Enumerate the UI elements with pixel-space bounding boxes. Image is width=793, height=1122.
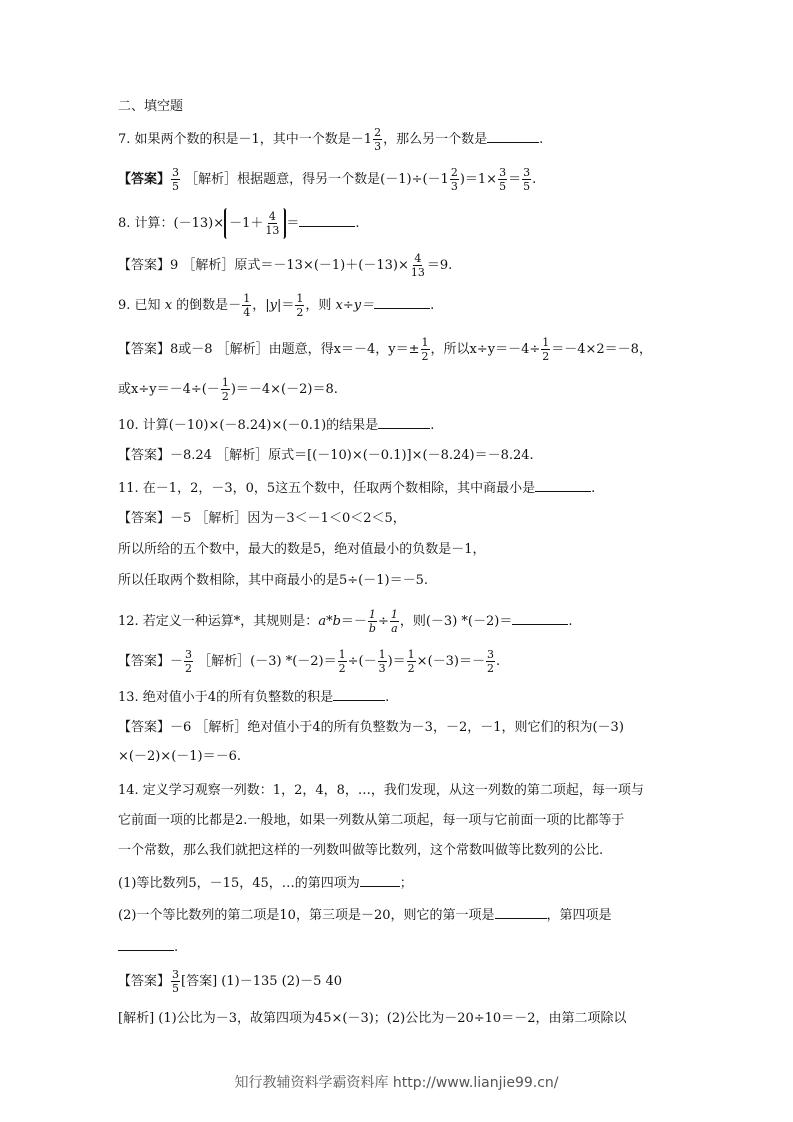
question-14-line-3: 一个常数，那么我们就把这样的一列数叫做等比数列，这个常数叫做等比数列的公比.: [118, 843, 604, 858]
question-8: 8. 计算：(－13)× －1＋ $\frac{4}{13}$ ＝ .: [118, 210, 360, 237]
question-14-part-2-blank: .: [118, 938, 178, 957]
question-11: 11. 在－1，2，－3，0，5这五个数中，任取两个数相除，其中商最小是 .: [118, 481, 596, 496]
answer-8: 【答案】9 ［解析］原式＝－13×(－1)＋(－13)× $\frac{4}{13}$ ＝9.: [118, 252, 453, 279]
answer-14: 【答案】 $\frac{3}{5}$ [答案] (1)－135 (2)－5 40: [118, 968, 343, 995]
answer-12: 【答案】－ $\frac{3}{2}$ ［解析］(－3) *(－2)＝ $\frac{1}{2}$ ÷(－ $\frac{1}{3}$ )＝ $\frac{1}{2}$ ×(－3)＝－ $\frac{3}{2}$ .: [118, 648, 501, 675]
answer-10: 【答案】－8.24 ［解析］原式＝[(－10)×(－0.1)]×(－8.24)＝－8.24.: [118, 448, 534, 463]
question-14-line-2: 它前面一项的比都是2.一般地，如果一列数从第二项起，每一项与它前面一项的比都等于: [118, 813, 625, 828]
answer-9-line-2: 或x÷y＝－4÷(－ $\frac{1}{2}$ )＝－4×(－2)＝8.: [118, 376, 338, 403]
answer-11-line-2: 所以所给的五个数中，最大的数是5，绝对值最小的负数是－1，: [118, 542, 486, 557]
question-7: 7. 如果两个数的积是－1，其中一个数是－1 $\frac{2}{3}$ ，那么另一个数是 .: [118, 126, 544, 153]
question-14-part-1: (1)等比数列5，－15，45，…的第四项为 ；: [118, 876, 413, 891]
question-10: 10. 计算(－10)×(－8.24)×(－0.1)的结果是 .: [118, 418, 435, 433]
answer-7: 【答案】 $\frac{3}{5}$ ［解析］根据题意，得另一个数是(－1)÷(－1 $\frac{2}{3}$ )＝1× $\frac{3}{5}$ ＝ $\frac{3}{5}$ .: [118, 166, 537, 193]
answer-9: 【答案】8或－8 ［解析］由题意，得x＝－4，y＝± $\frac{1}{2}$ ，所以x÷y＝－4÷ $\frac{1}{2}$ ＝－4×2＝－8，: [118, 336, 652, 363]
footer-watermark: 知行教辅资料学霸资料库 http://www.lianjie99.cn/: [234, 1075, 559, 1091]
answer-13: 【答案】－6 ［解析］绝对值小于4的所有负整数为－3，－2，－1，则它们的积为(－3): [118, 720, 624, 735]
analysis-14: [解析] (1)公比为－3，故第四项为45×(－3)；(2)公比为－20÷10＝－2，由第二项除以: [118, 1011, 627, 1026]
question-14-line-1: 14. 定义学习观察一列数：1，2，4，8，…，我们发现，从这一列数的第二项起，每一项与: [118, 783, 644, 798]
question-9: 9. 已知 x 的倒数是－ $\frac{1}{4}$ ，|y|＝ $\frac{1}{2}$ ，则 x÷y＝ .: [118, 292, 435, 319]
answer-11: 【答案】－5 ［解析］因为－3＜－1＜0＜2＜5，: [118, 511, 406, 526]
question-12: 12. 若定义一种运算*，其规则是：a*b＝－ $\frac{1}{b}$ ÷ $\frac{1}{a}$ ，则(－3) *(－2)＝ .: [118, 608, 573, 635]
answer-11-line-3: 所以任取两个数相除，其中商最小的是5÷(－1)＝－5.: [118, 573, 428, 588]
question-13: 13. 绝对值小于4的所有负整数的积是 .: [118, 690, 390, 705]
question-14-part-2: (2)一个等比数列的第二项是10，第三项是－20，则它的第一项是 ，第四项是: [118, 908, 612, 923]
answer-13-line-2: ×(－2)×(－1)＝－6.: [118, 749, 242, 764]
section-title: 二、填空题: [118, 99, 184, 114]
